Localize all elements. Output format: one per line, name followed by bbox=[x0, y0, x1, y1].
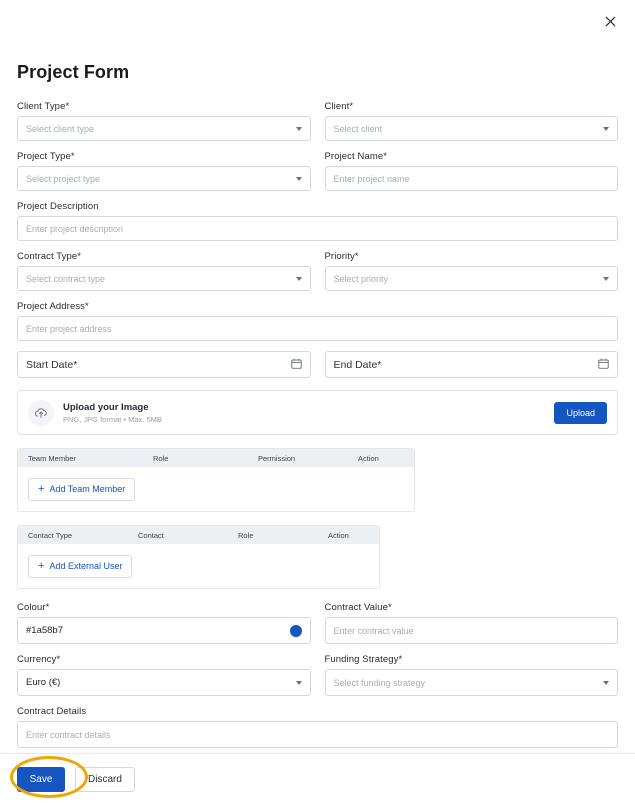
project-address-input[interactable] bbox=[17, 316, 618, 341]
field-colour bbox=[17, 602, 311, 644]
start-date-label: Start Date* bbox=[26, 358, 78, 371]
team-table-header bbox=[18, 449, 414, 467]
form-row bbox=[17, 101, 618, 141]
project-type-label: Project Type* bbox=[17, 151, 75, 162]
funding-strategy-placeholder: Select funding strategy bbox=[333, 677, 426, 688]
currency-label: Currency* bbox=[17, 654, 61, 665]
contract-type-label: Contract Type* bbox=[17, 251, 82, 262]
upload-button[interactable]: Upload bbox=[554, 402, 607, 424]
external-table-body bbox=[18, 544, 379, 588]
project-address-label: Project Address* bbox=[17, 301, 89, 312]
field-start-date bbox=[17, 351, 311, 378]
chevron-down-icon bbox=[296, 127, 302, 131]
client-type-placeholder: Select client type bbox=[26, 123, 95, 134]
team-table-body bbox=[18, 467, 414, 511]
client-label: Client* bbox=[324, 101, 354, 112]
field-contract-details bbox=[17, 706, 618, 748]
field-end-date bbox=[325, 351, 619, 378]
team-col-permission: Permission bbox=[258, 453, 296, 463]
plus-icon: + bbox=[38, 559, 45, 572]
field-project-address bbox=[17, 301, 618, 341]
ext-col-contact: Contact bbox=[138, 530, 164, 540]
project-description-placeholder: Enter project description bbox=[26, 223, 124, 234]
colour-input[interactable] bbox=[17, 617, 311, 644]
project-description-label: Project Description bbox=[17, 201, 99, 212]
field-funding-strategy bbox=[325, 654, 619, 696]
contract-value-input[interactable] bbox=[325, 617, 619, 644]
ext-col-action: Action bbox=[328, 530, 349, 540]
client-placeholder: Select client bbox=[333, 123, 383, 134]
contract-details-input[interactable] bbox=[17, 721, 618, 748]
project-type-select[interactable] bbox=[17, 166, 311, 191]
form-footer bbox=[0, 753, 635, 805]
team-col-action: Action bbox=[358, 453, 379, 463]
end-date-label: End Date* bbox=[333, 358, 382, 371]
save-button[interactable]: Save bbox=[17, 767, 65, 792]
field-project-type bbox=[17, 151, 311, 191]
upload-texts bbox=[63, 402, 554, 424]
client-type-label: Client Type* bbox=[17, 101, 70, 112]
currency-value: Euro (€) bbox=[26, 677, 61, 688]
form-row bbox=[17, 301, 618, 341]
close-icon[interactable] bbox=[599, 10, 621, 32]
project-type-placeholder: Select project type bbox=[26, 173, 101, 184]
project-address-placeholder: Enter project address bbox=[26, 323, 112, 334]
form-row bbox=[17, 654, 618, 696]
field-priority bbox=[325, 251, 619, 291]
contract-value-placeholder: Enter contract value bbox=[333, 625, 414, 636]
form-row-dates bbox=[17, 351, 618, 378]
form-row bbox=[17, 706, 618, 748]
chevron-down-icon bbox=[603, 681, 609, 685]
project-name-input[interactable] bbox=[325, 166, 619, 191]
add-team-member-button[interactable] bbox=[28, 478, 135, 501]
currency-select[interactable] bbox=[17, 669, 311, 696]
chevron-down-icon bbox=[296, 681, 302, 685]
client-select[interactable] bbox=[325, 116, 619, 141]
plus-icon: + bbox=[38, 482, 45, 495]
form-body bbox=[0, 62, 635, 748]
field-project-name bbox=[325, 151, 619, 191]
upload-title: Upload your Image bbox=[63, 401, 149, 413]
team-member-table bbox=[17, 448, 415, 512]
chevron-down-icon bbox=[296, 277, 302, 281]
contract-type-select[interactable] bbox=[17, 266, 311, 291]
project-name-label: Project Name* bbox=[324, 151, 388, 162]
chevron-down-icon bbox=[603, 127, 609, 131]
calendar-icon[interactable] bbox=[291, 358, 302, 372]
contract-value-label: Contract Value* bbox=[324, 602, 392, 613]
contract-type-placeholder: Select contract type bbox=[26, 273, 106, 284]
project-description-input[interactable] bbox=[17, 216, 618, 241]
priority-select[interactable] bbox=[325, 266, 619, 291]
team-col-member: Team Member bbox=[28, 453, 76, 463]
end-date-input[interactable] bbox=[325, 351, 619, 378]
contract-details-label: Contract Details bbox=[17, 706, 87, 717]
add-external-user-label: Add External User bbox=[49, 561, 123, 571]
field-currency bbox=[17, 654, 311, 696]
field-contract-value bbox=[325, 602, 619, 644]
team-col-role: Role bbox=[153, 453, 169, 463]
cloud-upload-icon bbox=[28, 400, 54, 426]
ext-col-contact-type: Contact Type bbox=[28, 530, 73, 540]
form-row bbox=[17, 602, 618, 644]
add-team-member-label: Add Team Member bbox=[49, 484, 126, 494]
priority-placeholder: Select priority bbox=[333, 273, 389, 284]
add-external-user-button[interactable] bbox=[28, 555, 132, 578]
external-user-table bbox=[17, 525, 380, 589]
field-client bbox=[325, 101, 619, 141]
chevron-down-icon bbox=[296, 177, 302, 181]
project-name-placeholder: Enter project name bbox=[333, 173, 410, 184]
image-upload-area[interactable] bbox=[17, 390, 618, 435]
colour-value: #1a58b7 bbox=[26, 625, 63, 636]
external-table-header bbox=[18, 526, 379, 544]
funding-strategy-label: Funding Strategy* bbox=[324, 654, 403, 665]
priority-label: Priority* bbox=[324, 251, 359, 262]
colour-label: Colour* bbox=[17, 602, 50, 613]
client-type-select[interactable] bbox=[17, 116, 311, 141]
ext-col-role: Role bbox=[238, 530, 254, 540]
start-date-input[interactable] bbox=[17, 351, 311, 378]
colour-swatch[interactable] bbox=[290, 625, 302, 637]
contract-details-placeholder: Enter contract details bbox=[26, 729, 111, 740]
discard-button[interactable]: Discard bbox=[75, 767, 135, 792]
form-row bbox=[17, 201, 618, 241]
field-contract-type bbox=[17, 251, 311, 291]
calendar-icon[interactable] bbox=[598, 358, 609, 372]
page-title: Project Form bbox=[17, 62, 130, 82]
form-row bbox=[17, 251, 618, 291]
field-project-description bbox=[17, 201, 618, 241]
chevron-down-icon bbox=[603, 277, 609, 281]
field-client-type bbox=[17, 101, 311, 141]
upload-subtitle: PNG, JPG format • Max. 5MB bbox=[63, 414, 162, 424]
funding-strategy-select[interactable] bbox=[325, 669, 619, 696]
form-row bbox=[17, 151, 618, 191]
